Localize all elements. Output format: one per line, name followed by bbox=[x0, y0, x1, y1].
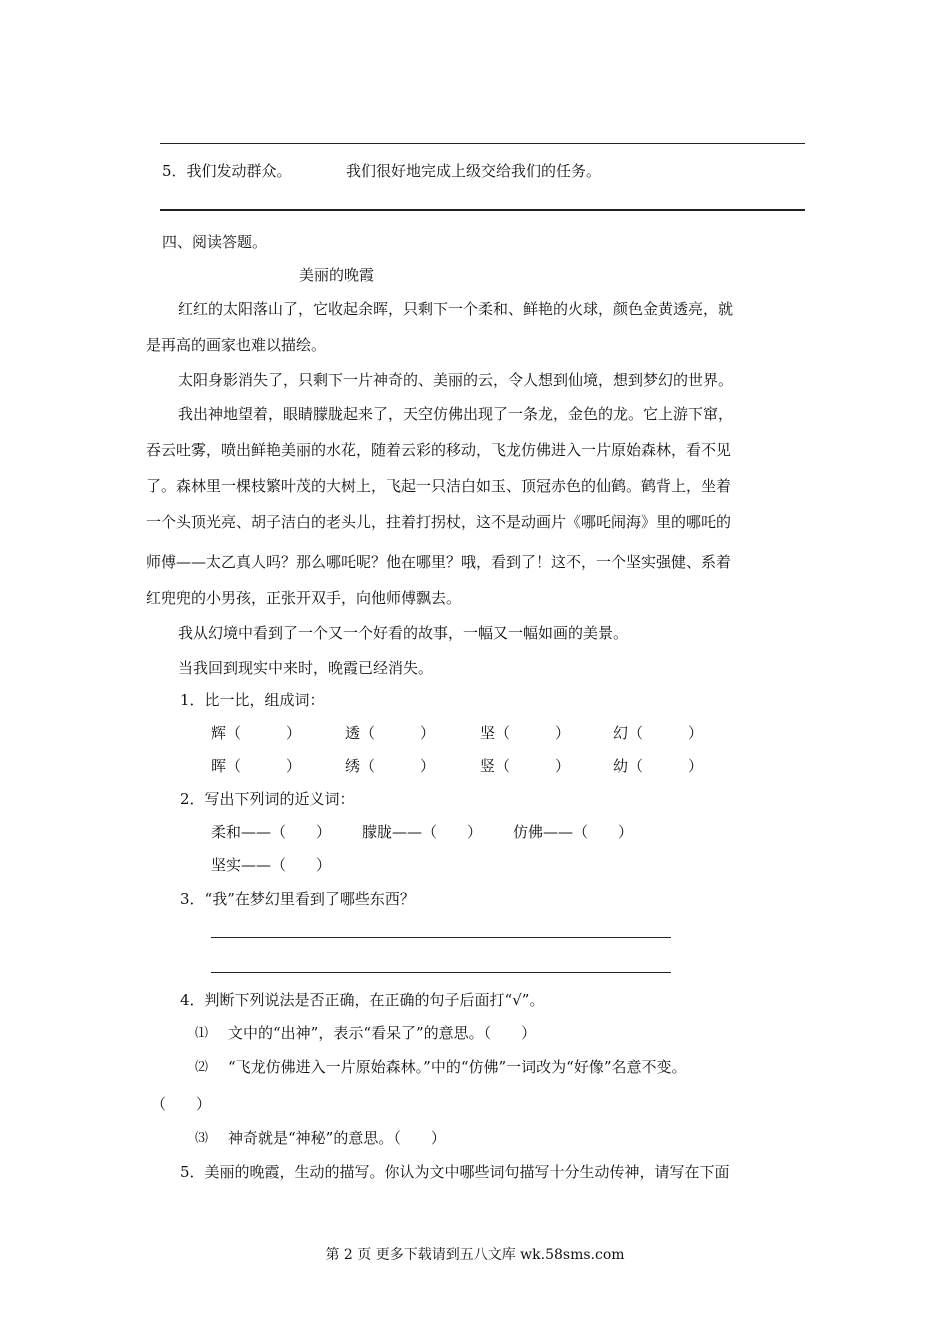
q4-item-number: ⑵ bbox=[195, 1060, 209, 1075]
q1-label: 1．比一比，组成词： bbox=[180, 691, 325, 709]
q2-label: 2．写出下列词的近义词： bbox=[180, 790, 355, 808]
q1-blank[interactable]: 竖（ ） bbox=[480, 757, 571, 775]
q1-blank[interactable]: 绣（ ） bbox=[345, 757, 436, 775]
q1-blank[interactable]: 晖（ ） bbox=[211, 757, 302, 775]
answer-line bbox=[160, 143, 805, 144]
q1-blank[interactable]: 透（ ） bbox=[345, 724, 436, 742]
answer-line bbox=[160, 209, 805, 211]
q5-sentence-2: 我们很好地完成上级交给我们的任务。 bbox=[346, 162, 602, 180]
q1-blank[interactable]: 幻（ ） bbox=[613, 724, 704, 742]
passage-line: 太阳身影消失了，只剩下一片神奇的、美丽的云，令人想到仙境，想到梦幻的世界。 bbox=[178, 371, 734, 389]
q4-statement-2: “飞龙仿佛进入一片原始森林。”中的“仿佛”一词改为“好像”名意不变。 bbox=[228, 1058, 687, 1076]
q1-blank[interactable]: 坚（ ） bbox=[480, 724, 571, 742]
q4-item-number: ⑴ bbox=[195, 1026, 209, 1041]
passage-line: 我出神地望着，眼睛朦胧起来了，天空仿佛出现了一条龙，金色的龙。它上游下窜， bbox=[178, 405, 734, 423]
passage-line: 当我回到现实中来时，晚霞已经消失。 bbox=[178, 659, 434, 677]
passage-line: 是再高的画家也难以描绘。 bbox=[146, 336, 327, 354]
q2-blank[interactable]: 朦胧——（ ） bbox=[362, 823, 483, 841]
q4-answer-paren[interactable]: （ ） bbox=[151, 1095, 212, 1113]
passage-line: 一个头顶光亮、胡子洁白的老头儿，拄着打拐杖，这不是动画片《哪吒闹海》里的哪吒的 bbox=[146, 513, 732, 531]
passage-title: 美丽的晚霞 bbox=[299, 266, 375, 284]
passage-line: 师傅——太乙真人吗？那么哪吒呢？他在哪里？哦，看到了！这不，一个坚实强健、系着 bbox=[146, 553, 732, 571]
section-title: 四、阅读答题。 bbox=[162, 233, 268, 251]
page-footer: 第 2 页 更多下载请到五八文库 wk.58sms.com bbox=[325, 1247, 625, 1263]
answer-line[interactable] bbox=[211, 937, 671, 938]
q1-blank[interactable]: 辉（ ） bbox=[211, 724, 302, 742]
passage-line: 红红的太阳落山了，它收起余晖，只剩下一个柔和、鲜艳的火球，颜色金黄透亮，就 bbox=[178, 300, 734, 318]
passage-line: 我从幻境中看到了一个又一个好看的故事，一幅又一幅如画的美景。 bbox=[178, 624, 629, 642]
answer-line[interactable] bbox=[211, 972, 671, 973]
q1-blank[interactable]: 幼（ ） bbox=[613, 757, 704, 775]
q5-label: 5．美丽的晚霞，生动的描写。你认为文中哪些词句描写十分生动传神，请写在下面 bbox=[180, 1163, 730, 1181]
q4-item-number: ⑶ bbox=[195, 1131, 209, 1146]
q4-statement-1[interactable]: 文中的“出神”，表示“看呆了”的意思。（ ） bbox=[228, 1024, 537, 1042]
q4-statement-3[interactable]: 神奇就是“神秘”的意思。（ ） bbox=[228, 1129, 446, 1147]
q2-blank[interactable]: 仿佛——（ ） bbox=[513, 823, 634, 841]
q2-blank[interactable]: 柔和——（ ） bbox=[211, 823, 332, 841]
q5-sentence-1: 5．我们发动群众。 bbox=[162, 162, 292, 180]
q2-blank[interactable]: 坚实——（ ） bbox=[211, 856, 332, 874]
q3-label: 3．“我”在梦幻里看到了哪些东西？ bbox=[180, 890, 415, 908]
q4-label: 4．判断下列说法是否正确，在正确的句子后面打“√”。 bbox=[180, 991, 545, 1009]
passage-line: 红兜兜的小男孩，正张开双手，向他师傅飘去。 bbox=[146, 589, 462, 607]
passage-line: 吞云吐雾，喷出鲜艳美丽的水花，随着云彩的移动，飞龙仿佛进入一片原始森林，看不见 bbox=[146, 441, 732, 459]
passage-line: 了。森林里一棵枝繁叶茂的大树上，飞起一只洁白如玉、顶冠赤色的仙鹤。鹤背上，坐着 bbox=[146, 477, 732, 495]
